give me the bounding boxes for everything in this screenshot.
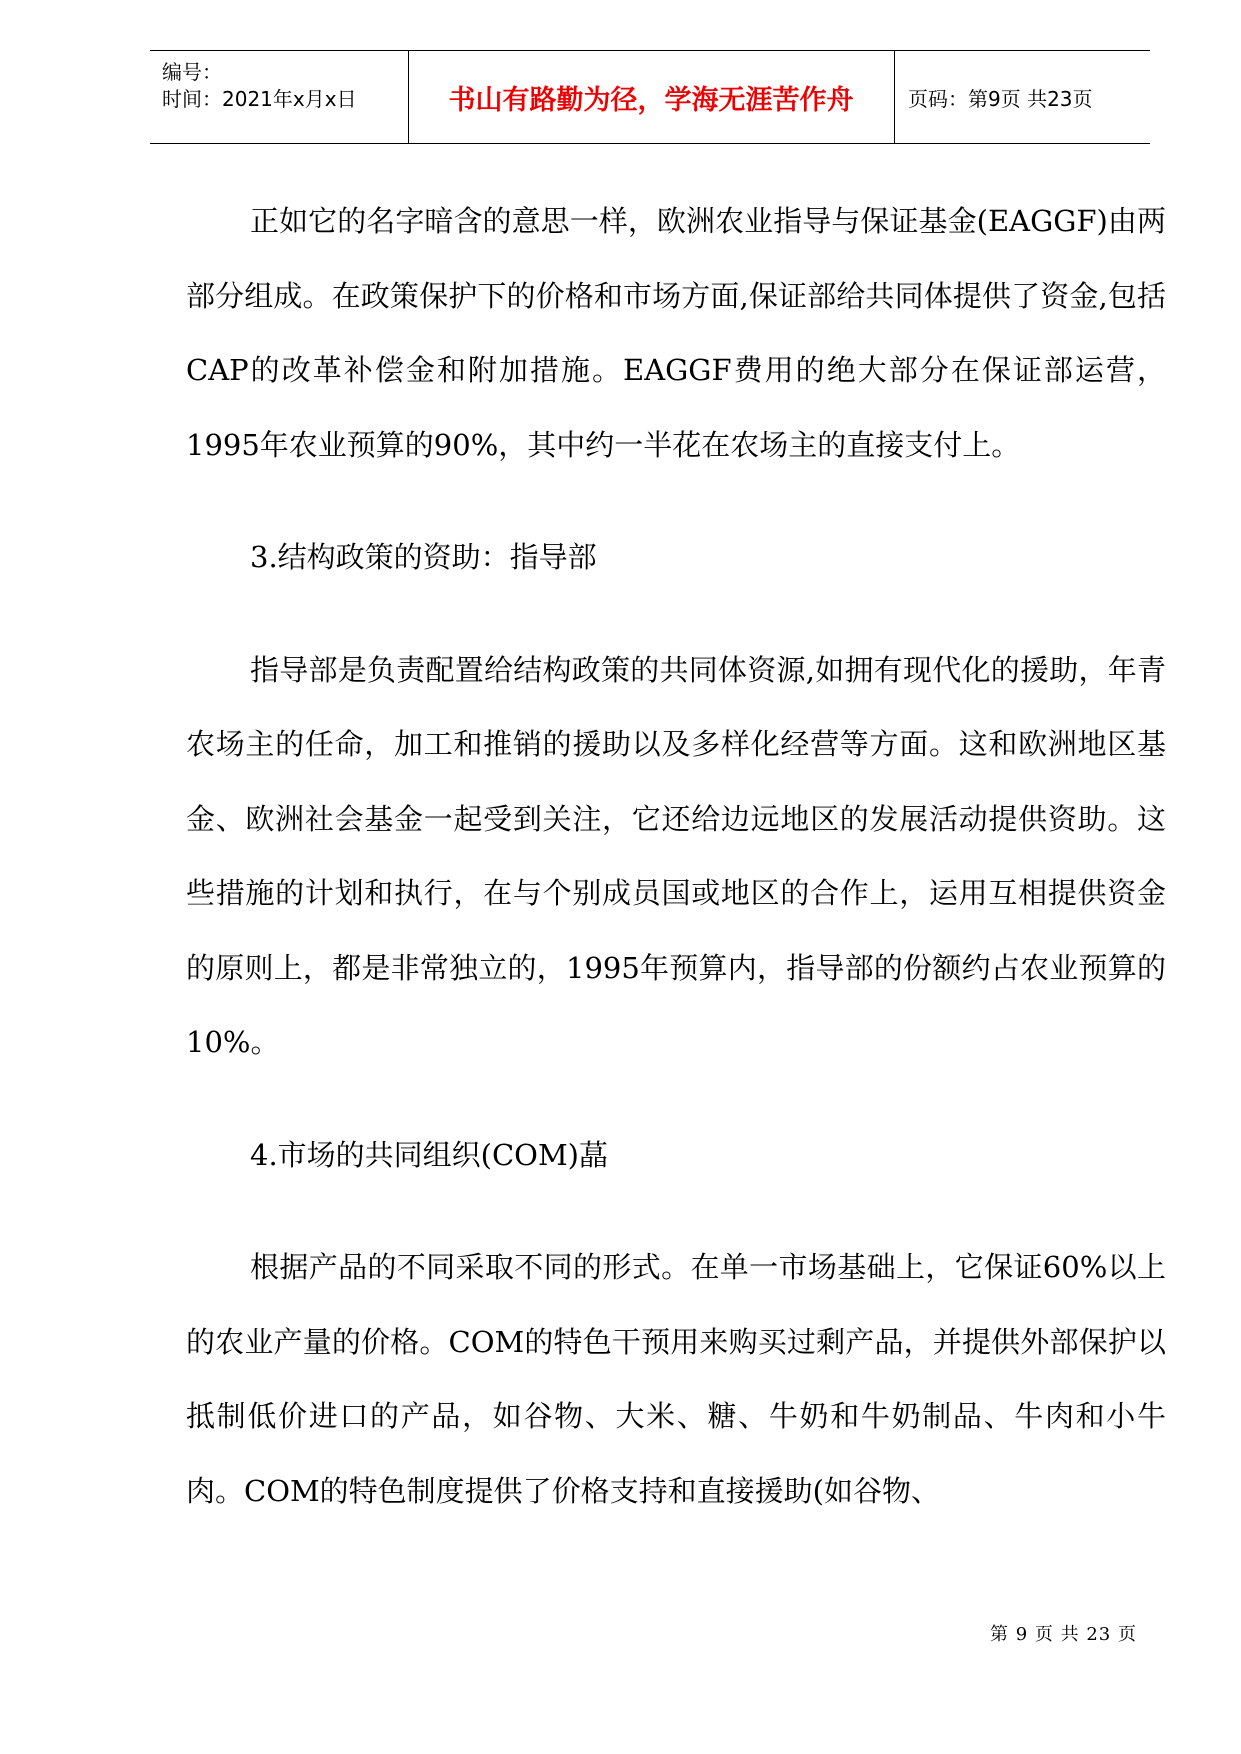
heading-guidance-section: 3.结构政策的资助：指导部 [250, 540, 597, 574]
header-time-label: 时间：2021年x月x日 [162, 87, 357, 111]
page-footer: 第 9 页 共 23 页 [990, 1624, 1137, 1645]
paragraph-com: 根据产品的不同采取不同的形式。在单一市场基础上，它保证60%以上的农业产量的价格。COM的特色干预用来购买过剩产品，并提供外部保护以抵制低价进口的产品，如谷物、大米、糖、牛奶和牛奶制品、牛肉和小牛肉。COM的特色制度提供了价格支持和直接援助(如谷物、 [186, 1250, 1166, 1508]
header-number-label: 编号： [162, 60, 222, 84]
header-divider-right [894, 51, 895, 143]
header-page-info: 页码：第9页 共23页 [908, 86, 1093, 111]
document-body [186, 184, 1166, 1566]
heading-com-section: 4.市场的共同组织(COM)蕌 [250, 1137, 608, 1172]
paragraph-guidance: 指导部是负责配置给结构政策的共同体资源,如拥有现代化的援助，年青农场主的任命，加工和推销的援助以及多样化经营等方面。这和欧洲地区基金、欧洲社会基金一起受到关注，它还给边远地区的发展活动提供资助。这些措施的计划和执行，在与个别成员国或地区的合作上，运用互相提供资金的原则上，都是非常独立的，1995年预算内，指导部的份额约占农业预算的10%。 [186, 652, 1166, 1059]
document-header [150, 50, 1150, 144]
header-motto: 书山有路勤为径，学海无涯苦作舟 [448, 84, 854, 116]
paragraph-eaggf: 正如它的名字暗含的意思一样，欧洲农业指导与保证基金(EAGGF)由两部分组成。在政策保护下的价格和市场方面,保证部给共同体提供了资金,包括CAP的改革补偿金和附加措施。EAGGF费用的绝大部分在保证部运营，1995年农业预算的90%，其中约一半花在农场主的直接支付上。 [186, 204, 1166, 462]
